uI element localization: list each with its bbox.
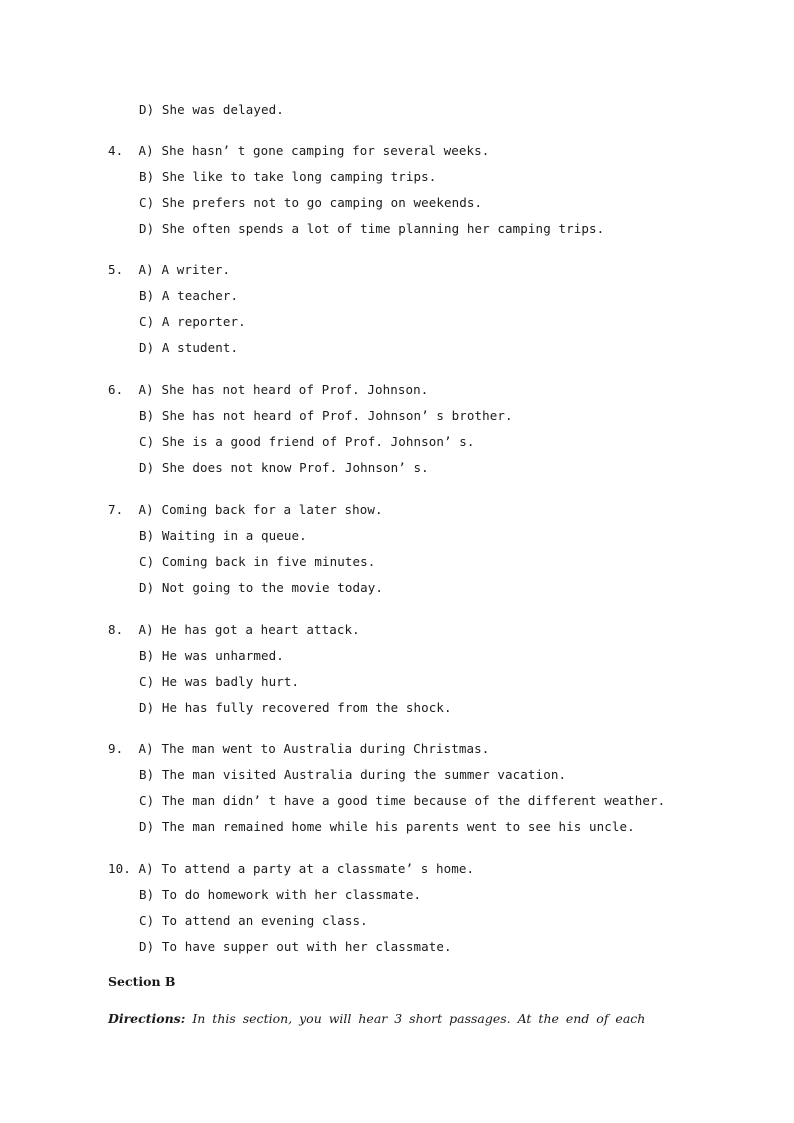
option-line [139, 554, 375, 570]
option-label: D) [139, 939, 155, 954]
option-label: A) [138, 143, 154, 158]
question-number: 8. [108, 622, 124, 637]
option-text: To do homework with her classmate. [161, 887, 422, 902]
question-number: 7. [108, 502, 124, 517]
option-label: B) [139, 528, 155, 543]
option-label: B) [139, 408, 155, 423]
section-b-title: Section B [108, 974, 176, 989]
option-label: D) [139, 580, 155, 595]
option-label: A) [138, 382, 154, 397]
question-8 [108, 622, 360, 638]
option-text: She often spends a lot of time planning her camping trips. [161, 221, 605, 236]
question-10 [108, 861, 474, 877]
option-label: C) [139, 195, 155, 210]
option-text: A student. [161, 340, 239, 355]
option-text: The man didn’ t have a good time because of the different weather. [161, 793, 666, 808]
option-text: A teacher. [161, 288, 239, 303]
option-text: He has fully recovered from the shock. [161, 700, 452, 715]
option-text: She prefers not to go camping on weekends. [161, 195, 483, 210]
option-line [139, 887, 421, 903]
question-7 [108, 502, 383, 518]
option-line [139, 648, 284, 664]
option-text: To attend a party at a classmate’ s home. [161, 861, 475, 876]
question-number: 4. [108, 143, 124, 158]
option-text: A reporter. [161, 314, 246, 329]
option-text: She does not know Prof. Johnson’ s. [161, 460, 429, 475]
option-label: A) [138, 262, 154, 277]
option-text: He was unharmed. [161, 648, 284, 663]
question-9 [108, 741, 489, 757]
question-number: 6. [108, 382, 124, 397]
option-line [139, 819, 635, 835]
question-number: 5. [108, 262, 124, 277]
option-label: A) [138, 861, 154, 876]
option-text: She is a good friend of Prof. Johnson’ s. [161, 434, 475, 449]
option-label: A) [138, 502, 154, 517]
question-number: 9. [108, 741, 124, 756]
option-text: The man visited Australia during the summer vacation. [161, 767, 567, 782]
option-line [139, 528, 307, 544]
option-text: He was badly hurt. [161, 674, 300, 689]
option-label: C) [139, 793, 155, 808]
question-number: 10. [108, 861, 131, 876]
option-line [139, 913, 368, 929]
option-label: C) [139, 554, 155, 569]
option-line [139, 288, 238, 304]
directions-text: In this section, you will hear 3 short passages. At the end of each [192, 1011, 646, 1026]
option-label: C) [139, 913, 155, 928]
section-b-directions [108, 1011, 688, 1027]
option-line [139, 580, 383, 596]
option-text: A writer. [161, 262, 231, 277]
option-label: B) [139, 288, 155, 303]
option-text: Coming back for a later show. [161, 502, 383, 517]
option-text: The man remained home while his parents went to see his uncle. [161, 819, 635, 834]
option-text: The man went to Australia during Christmas. [161, 741, 490, 756]
option-line [139, 460, 429, 476]
option-label: D) [139, 340, 155, 355]
option-label: D) [139, 221, 155, 236]
option-text: She has not heard of Prof. Johnson. [161, 382, 429, 397]
option-line [139, 767, 566, 783]
option-line [139, 340, 238, 356]
option-line [139, 314, 246, 330]
option-line [139, 700, 452, 716]
option-line [139, 434, 475, 450]
option-text: Coming back in five minutes. [161, 554, 376, 569]
option-label: A) [138, 741, 154, 756]
option-label: B) [139, 169, 155, 184]
question-6 [108, 382, 428, 398]
option-label: D) [139, 460, 155, 475]
option-line [139, 221, 604, 237]
option-text: To attend an evening class. [161, 913, 368, 928]
option-label: C) [139, 434, 155, 449]
option-line [139, 793, 665, 809]
option-label: D) [139, 700, 155, 715]
option-label: C) [139, 674, 155, 689]
option-label: B) [139, 887, 155, 902]
carry-over-option [139, 102, 284, 118]
option-label: D) [139, 819, 155, 834]
directions-label: Directions: [108, 1011, 186, 1026]
option-line [139, 169, 436, 185]
option-text: Waiting in a queue. [161, 528, 307, 543]
option-line [139, 939, 452, 955]
option-text: To have supper out with her classmate. [161, 939, 452, 954]
option-label: C) [139, 314, 155, 329]
question-4 [108, 143, 489, 159]
option-text: Not going to the movie today. [161, 580, 384, 595]
option-line [139, 195, 482, 211]
option-label: B) [139, 648, 155, 663]
option-text: She was delayed. [161, 102, 284, 117]
option-label: A) [138, 622, 154, 637]
question-5 [108, 262, 230, 278]
option-text: He has got a heart attack. [161, 622, 360, 637]
option-label: B) [139, 767, 155, 782]
option-label: D) [139, 102, 155, 117]
option-text: She like to take long camping trips. [161, 169, 437, 184]
option-line [139, 674, 299, 690]
option-text: She hasn’ t gone camping for several weeks. [161, 143, 490, 158]
option-text: She has not heard of Prof. Johnson’ s brother. [161, 408, 513, 423]
option-line [139, 408, 513, 424]
